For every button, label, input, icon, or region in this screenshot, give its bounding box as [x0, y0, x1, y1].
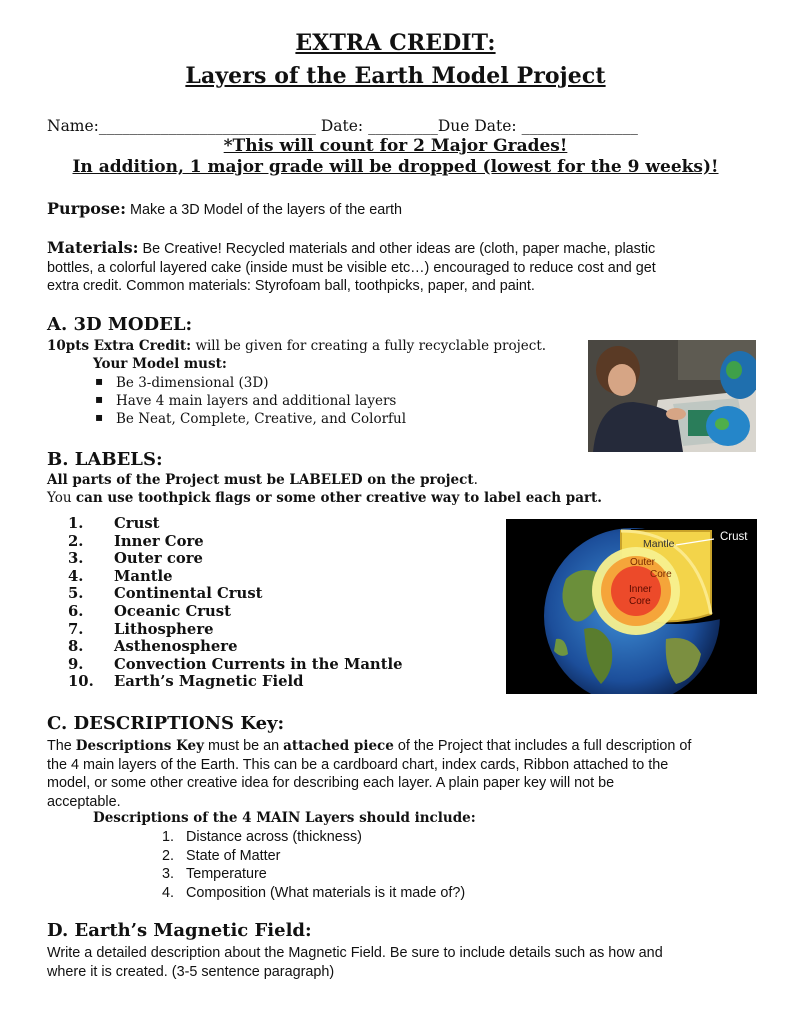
materials-label: Materials:: [47, 238, 139, 257]
list-item: 8. Asthenosphere: [68, 638, 238, 656]
list-item: 2. State of Matter: [162, 847, 281, 864]
purpose-label: Purpose:: [47, 199, 127, 218]
header-line: [47, 117, 638, 135]
list-item: 7. Lithosphere: [68, 620, 214, 638]
title-line-2: Layers of the Earth Model Project: [185, 63, 606, 89]
should-include-label: Descriptions of the 4 MAIN Layers should include:: [93, 810, 476, 826]
requirement-item: ▪ Be 3-dimensional (3D): [91, 375, 406, 393]
model-must-label: Your Model must:: [93, 356, 227, 372]
descriptions-key-bold: Descriptions Key: [75, 738, 204, 754]
purpose: [47, 199, 402, 219]
title-line-1: EXTRA CREDIT:: [295, 30, 496, 56]
magnetic-field-line-1: Write a detailed description about the Magnetic Field. Be sure to include details such as how and: [47, 945, 663, 961]
list-item: 5. Continental Crust: [68, 585, 263, 603]
earth-layers-diagram: [506, 519, 757, 694]
list-item: 6. Oceanic Crust: [68, 602, 231, 620]
purpose-text: Make a 3D Model of the layers of the earth: [130, 202, 403, 218]
dropped-grade-note: In addition, 1 major grade will be dropped (lowest for the 9 weeks)!: [72, 157, 719, 177]
labels-list: [68, 515, 403, 691]
extra-credit-line: [47, 338, 546, 354]
labels-instruction-1-end: .: [473, 472, 478, 488]
diagram-label-outer-core: Core: [650, 569, 672, 580]
descriptions-line-2: the 4 main layers of the Earth. This can be a cardboard chart, index cards, Ribbon attached to the: [47, 756, 669, 773]
list-item: 1. Distance across (thickness): [162, 829, 362, 845]
materials: [47, 239, 656, 296]
labels-instruction-1: [47, 472, 478, 488]
list-item: 1. Crust: [68, 515, 160, 532]
descriptions-line-4: acceptable.: [47, 793, 121, 810]
list-item: 10. Earth’s Magnetic Field: [68, 673, 304, 691]
diagram-label-mantle: Mantle: [643, 538, 675, 550]
list-item: 4. Composition (What materials is it made of?): [162, 884, 466, 901]
student-model-photo: [588, 340, 756, 452]
date-label: Date:: [320, 117, 364, 135]
extra-credit-text: will be given for creating a fully recyclable project.: [195, 338, 547, 354]
descriptions-line-3: model, or some other creative idea for describing each layer. A plain paper key will not be: [47, 775, 615, 791]
due-date-label: Due Date:: [437, 117, 517, 135]
model-requirements-list: [91, 375, 406, 429]
descriptions-paragraph: The Descriptions Key must be an attached piece of the Project that includes a full description of the 4 main layers of the Earth. This can be a cardboard chart, index cards, Ribbon attached to the model, or some other creative idea for describing each layer. A plain paper key will not be acceptable.: [47, 738, 692, 810]
attached-piece-bold: attached piece: [283, 738, 394, 754]
diagram-label-inner-core: Core: [629, 596, 651, 607]
requirement-item: ▪ Have 4 main layers and additional layers: [91, 393, 406, 411]
labels-instruction-1-bold: All parts of the Project must be LABELED on the project: [47, 472, 474, 488]
section-c-heading: C. DESCRIPTIONS Key:: [47, 713, 285, 734]
materials-line-2: bottles, a colorful layered cake (inside must be visible etc…) encouraged to reduce cost and get: [47, 259, 656, 276]
descriptions-list: [162, 828, 465, 902]
list-item: 3. Outer core: [68, 550, 203, 568]
diagram-label-inner: Inner: [629, 584, 652, 595]
magnetic-field-line-2: where it is created. (3-5 sentence paragraph): [47, 963, 335, 980]
section-a-heading: A. 3D MODEL:: [47, 314, 193, 335]
list-item: 4. Mantle: [68, 567, 173, 585]
requirement-item: ▪ Be Neat, Complete, Creative, and Colorful: [91, 411, 406, 429]
diagram-label-outer: Outer: [630, 557, 656, 568]
major-grades-note: *This will count for 2 Major Grades!: [223, 136, 568, 156]
student-model-illustration: [588, 340, 756, 452]
list-item: 9. Convection Currents in the Mantle: [68, 655, 403, 673]
materials-line-3: extra credit. Common materials: Styrofoam ball, toothpicks, paper, and paint.: [47, 278, 535, 294]
date-blank[interactable]: _________: [368, 117, 438, 135]
list-item: 2. Inner Core: [68, 532, 204, 550]
section-d-heading: D. Earth’s Magnetic Field:: [47, 920, 312, 941]
list-item: 3. Temperature: [162, 866, 267, 882]
labels-instruction-2-bold: can use toothpick flags or some other creative way to label each part.: [75, 490, 602, 506]
name-blank[interactable]: ____________________________: [98, 117, 316, 135]
section-b-heading: B. LABELS:: [47, 449, 163, 470]
materials-line-1: Be Creative! Recycled materials and other ideas are (cloth, paper mache, plastic: [142, 241, 656, 257]
diagram-label-crust: Crust: [720, 531, 748, 543]
due-date-blank[interactable]: _______________: [521, 117, 638, 135]
magnetic-field-paragraph: [47, 944, 663, 981]
labels-instruction-2: [47, 490, 602, 506]
name-label: Name:: [47, 117, 99, 135]
extra-credit-label: 10pts Extra Credit:: [47, 338, 192, 354]
labels-instruction-2-start: You: [47, 490, 76, 506]
